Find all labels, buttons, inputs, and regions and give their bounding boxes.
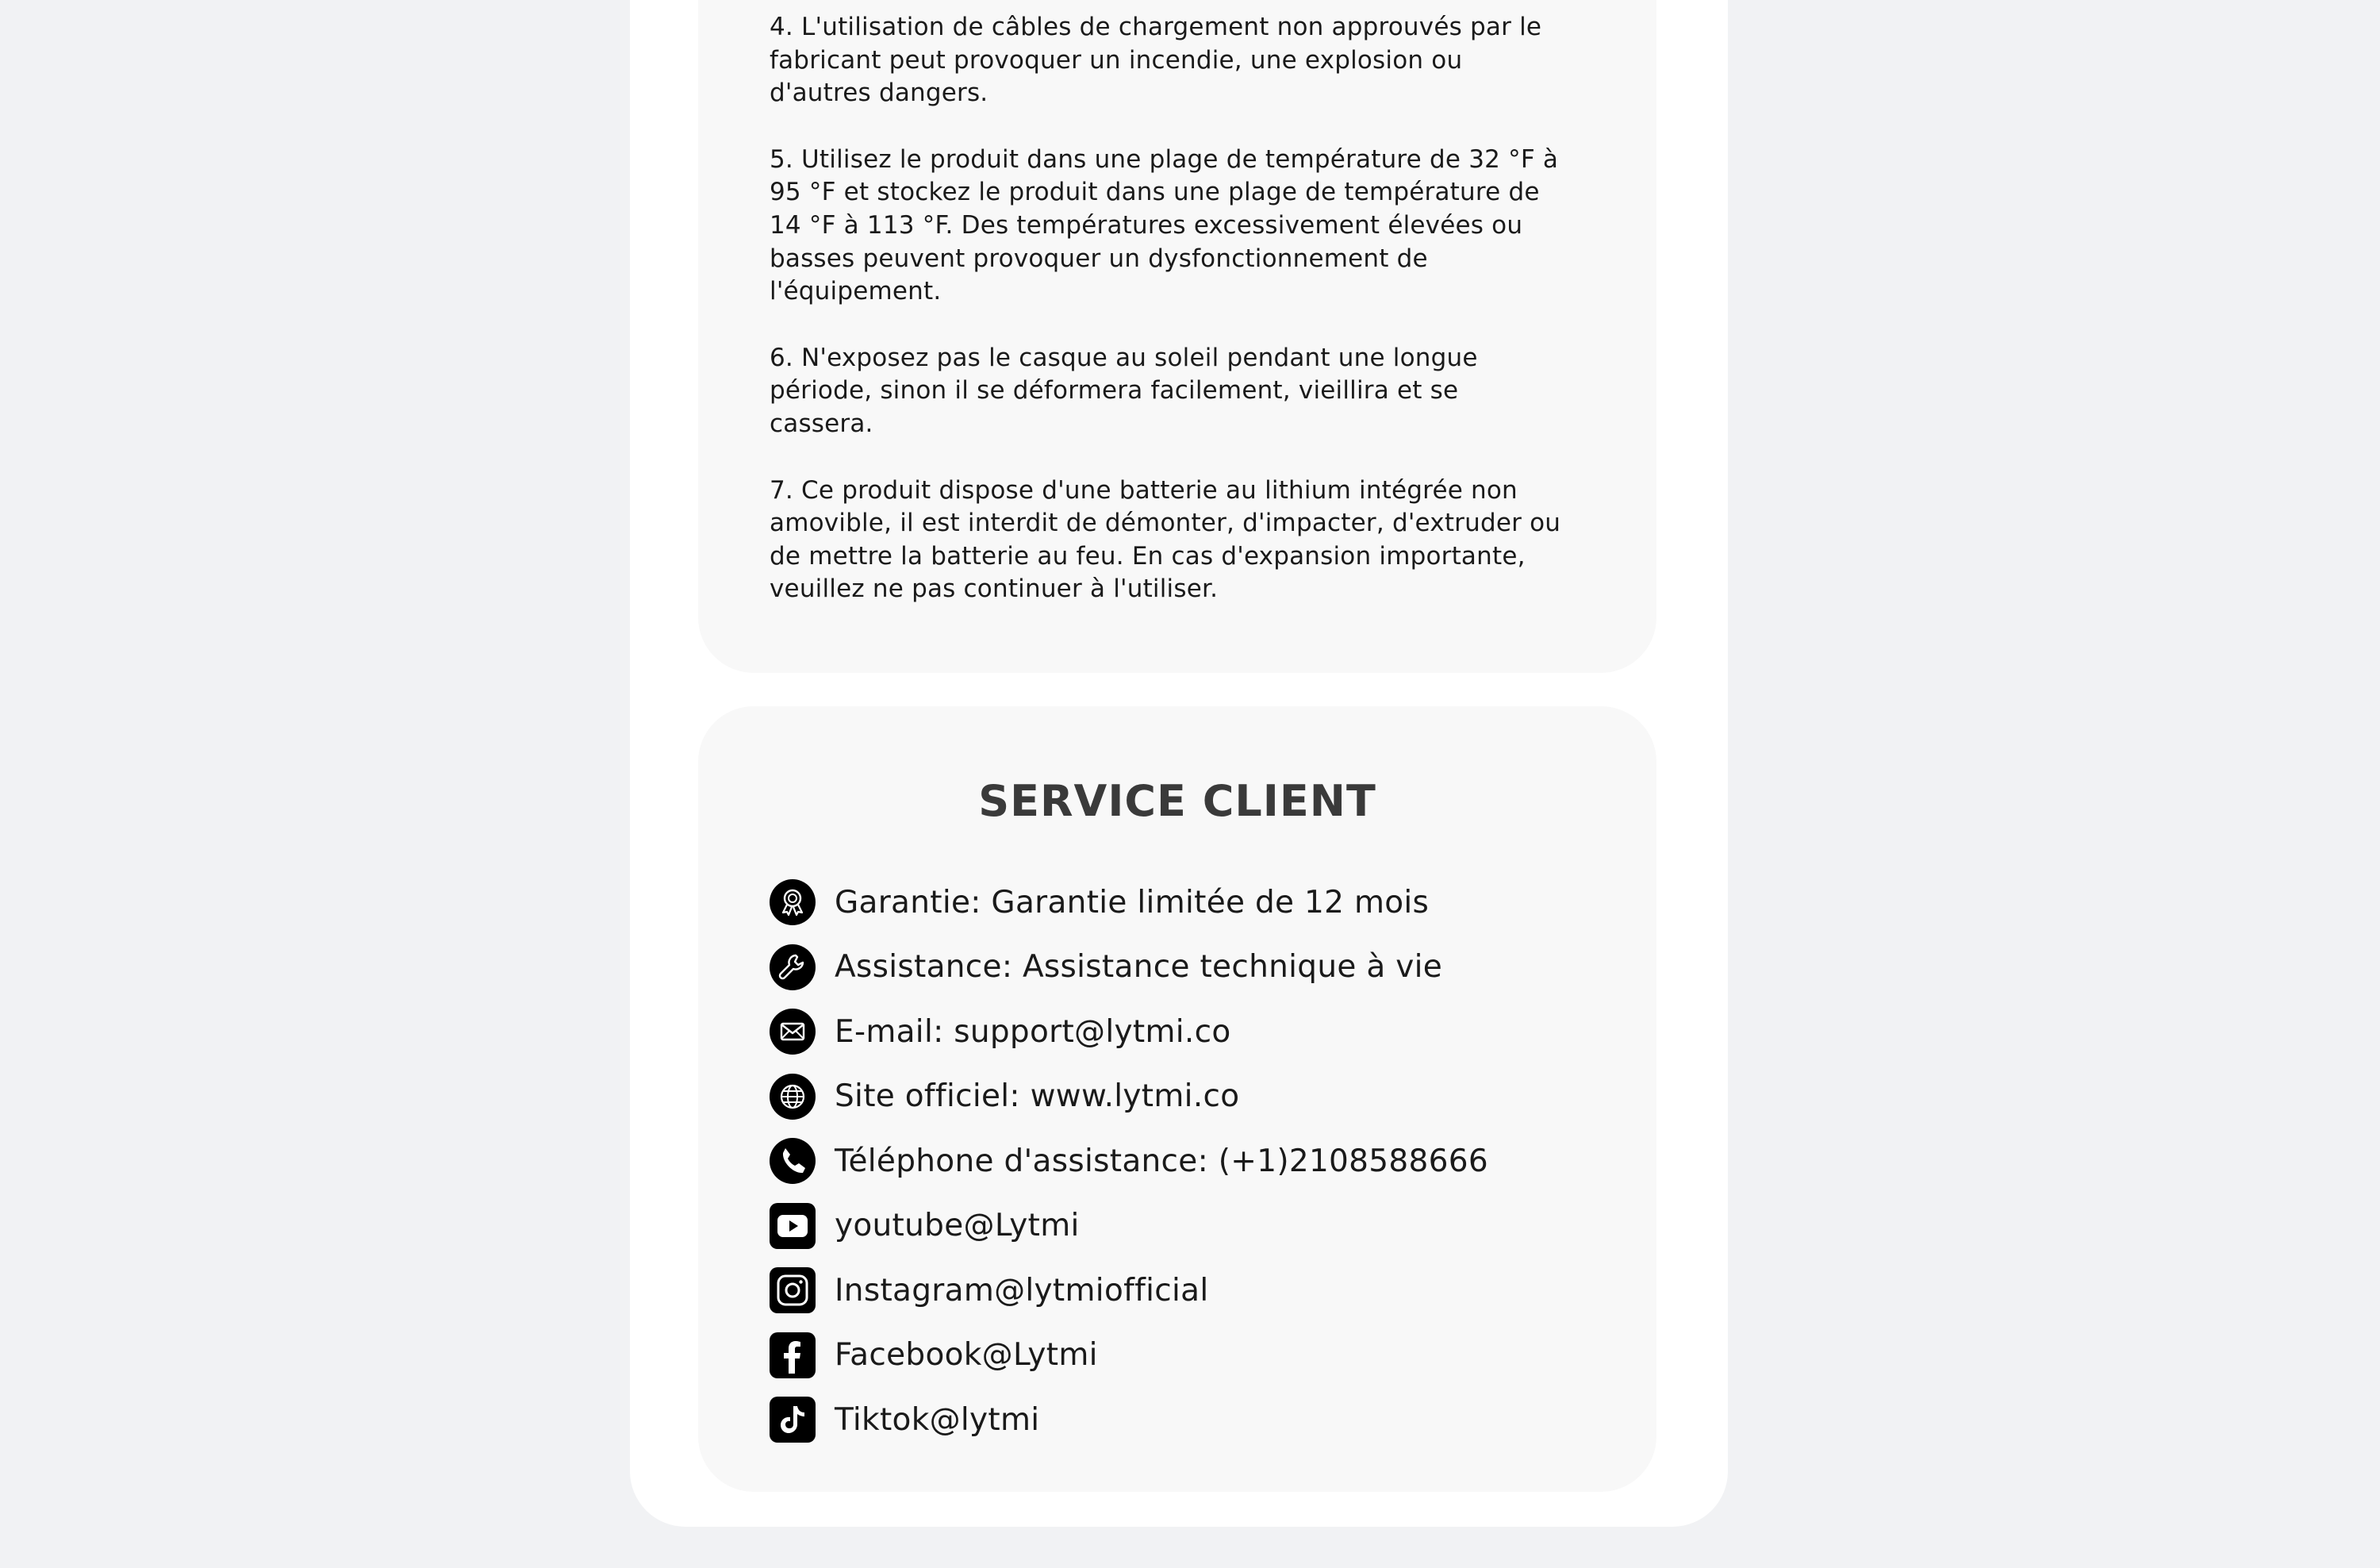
service-title: SERVICE CLIENT [978,776,1376,826]
contact-item-warranty [770,878,1488,926]
contact-text-phone[interactable]: Téléphone d'assistance: (+1)2108588666 [835,1143,1488,1179]
contact-item-tiktok [770,1396,1488,1443]
contact-text-facebook[interactable]: Facebook@Lytmi [835,1337,1098,1373]
contact-item-assistance [770,943,1488,991]
contact-list [770,878,1488,1461]
facebook-icon [770,1332,816,1378]
warning-list [770,11,1563,640]
warning-item-7: 7. Ce produit dispose d'une batterie au lithium intégrée non amovible, il est interdit de démonter, d'impacter, d'extruder ou de mettre la batterie au feu. En cas d'expansion importante, veuillez ne pas continuer à l'utiliser. [770,475,1561,604]
warning-item-4: 4. L'utilisation de câbles de chargement non approuvés par le fabricant peut provoquer un incendie, une explosion ou d'autres dangers. [770,13,1542,108]
globe-icon [770,1074,816,1120]
tiktok-icon [770,1397,816,1443]
contact-item-phone [770,1137,1488,1185]
phone-icon [770,1138,816,1184]
contact-text-email[interactable]: E-mail: support@lytmi.co [835,1013,1231,1050]
contact-text-instagram[interactable]: Instagram@lytmiofficial [835,1272,1209,1309]
contact-text-website[interactable]: Site officiel: www.lytmi.co [835,1078,1240,1114]
contact-item-email [770,1008,1488,1055]
contact-text-assistance: Assistance: Assistance technique à vie [835,949,1443,985]
contact-text-youtube[interactable]: youtube@Lytmi [835,1208,1080,1243]
contact-item-facebook [770,1332,1488,1379]
contact-item-website [770,1073,1488,1120]
mail-icon [770,1009,816,1055]
contact-text-tiktok[interactable]: Tiktok@lytmi [835,1401,1040,1438]
warning-item-5: 5. Utilisez le produit dans une plage de température de 32 °F à 95 °F et stockez le produit dans une plage de température de 14 °F à 113 °F. Des températures excessivement élevées ou basses peuvent provoquer un dysfonctionnement de l'équipement. [770,144,1559,306]
wrench-icon [770,944,816,990]
award-icon [770,879,816,925]
contact-text-warranty: Garantie: Garantie limitée de 12 mois [835,884,1430,920]
contact-item-youtube [770,1202,1488,1250]
instagram-icon [770,1267,816,1313]
contact-item-instagram [770,1266,1488,1314]
warning-item-6: 6. N'exposez pas le casque au soleil pendant une longue période, sinon il se déformera facilement, vieillira et se cassera. [770,343,1478,438]
youtube-icon [770,1203,816,1249]
